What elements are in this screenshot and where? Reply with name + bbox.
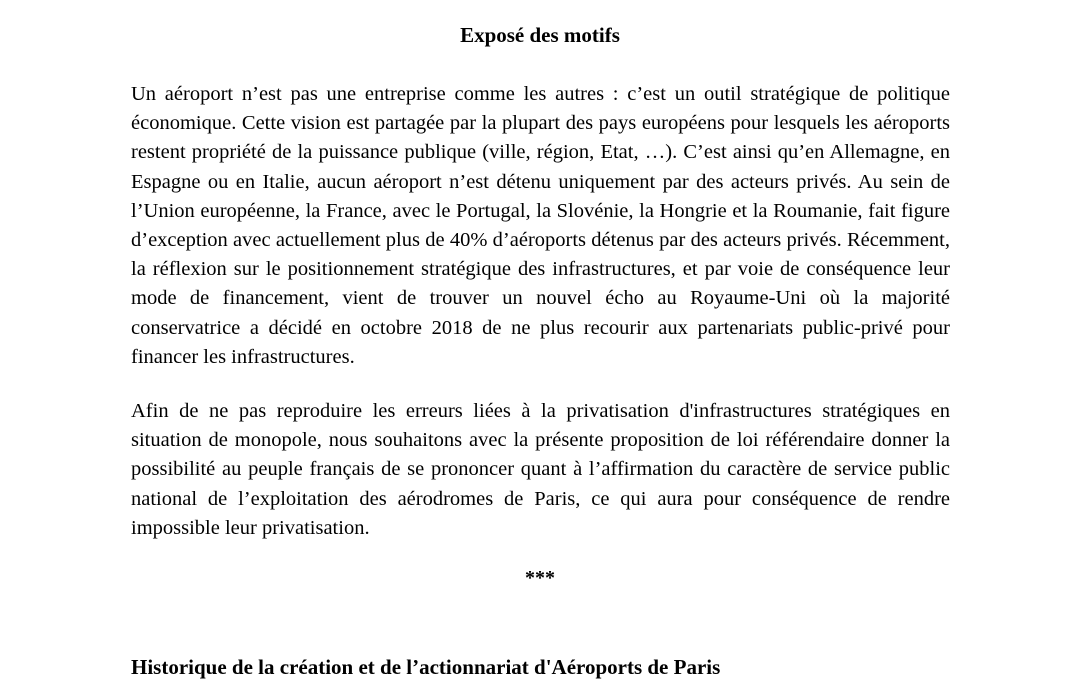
paragraph-2: Afin de ne pas reproduire les erreurs liées à la privatisation d'infrastructures stratégiques en situation de monopole, nous souhaitons avec la présente proposition de loi référendaire donner la possibilité au peuple français de se prononcer quant à l’affirmation du caractère de service public national de l’exploitation des aérodromes de Paris, ce qui aura pour conséquence de rendre impossible leur privatisation. — [131, 400, 950, 539]
document-title: Exposé des motifs — [460, 23, 620, 47]
section-separator: *** — [525, 567, 555, 589]
paragraph-1: Un aéroport n’est pas une entreprise comme les autres : c’est un outil stratégique de politique économique. Cette vision est partagée par la plupart des pays européens pour lesquels les aéroports restent propriété de la puissance publique (ville, région, Etat, …). C’est ainsi qu’en Allemagne, en Espagne ou en Italie, aucun aéroport n’est détenu uniquement par des acteurs privés. Au sein de l’Union européenne, la France, avec le Portugal, la Slovénie, la Hongrie et la Roumanie, fait figure d’exception avec actuellement plus de 40% d’aéroports détenus par des acteurs privés. Récemment, la réflexion sur le positionnement stratégique des infrastructures, et par voie de conséquence leur mode de financement, vient de trouver un nouvel écho au Royaume-Uni où la majorité conservatrice a décidé en octobre 2018 de ne plus recourir aux partenariats public-privé pour financer les infrastructures. — [131, 83, 950, 368]
section-heading: Historique de la création et de l’actionnariat d'Aéroports de Paris — [131, 655, 721, 679]
